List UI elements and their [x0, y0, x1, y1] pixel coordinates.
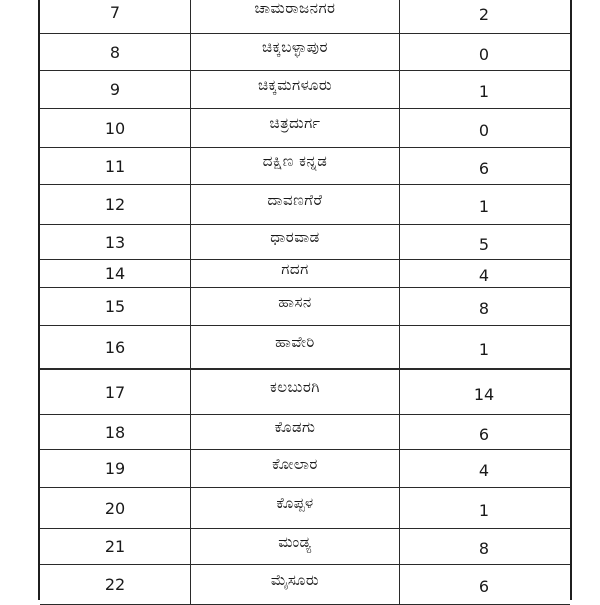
- row-number: 8: [109, 42, 121, 62]
- table-row: [40, 225, 570, 260]
- table-row: [40, 450, 570, 488]
- row-number: 15: [104, 297, 126, 316]
- table-row: [40, 326, 570, 370]
- row-number: 18: [104, 422, 126, 442]
- count-value: 0: [478, 120, 490, 140]
- row-number: 10: [104, 118, 126, 138]
- table-row: [40, 109, 570, 148]
- count-value: 8: [478, 299, 490, 318]
- table-row: [40, 148, 570, 185]
- row-number: 12: [104, 195, 126, 214]
- row-number: 9: [109, 80, 121, 99]
- table-row: [40, 488, 570, 529]
- district-name: ಗದಗ: [190, 260, 400, 287]
- district-name: ಕಲಬುರಗಿ: [190, 370, 400, 414]
- table-row: [40, 415, 570, 450]
- district-name: ದಕ್ಷಿಣ ಕನ್ನಡ: [190, 148, 400, 184]
- row-number: 20: [104, 498, 126, 518]
- district-name: ಮೈಸೂರು: [190, 565, 400, 604]
- table-row: [40, 185, 570, 225]
- count-value: 6: [478, 577, 490, 596]
- row-number: 13: [104, 232, 126, 252]
- table-row: [40, 260, 570, 288]
- count-value: 0: [478, 44, 490, 64]
- table-row: [40, 370, 570, 415]
- table-row: [40, 71, 570, 109]
- district-name: ಚಿಕ್ಕಬಳ್ಳಾಪುರ: [190, 34, 400, 70]
- table-row: [40, 34, 570, 71]
- district-table: [38, 0, 572, 600]
- district-name: ಮಂಡ್ಯ: [190, 529, 400, 564]
- count-value: 2: [478, 5, 490, 24]
- row-number: 16: [104, 337, 126, 357]
- row-number: 14: [104, 264, 126, 283]
- count-value: 1: [478, 82, 490, 101]
- count-value: 4: [478, 266, 490, 285]
- district-name: ಚಾಮರಾಜನಗರ: [190, 0, 400, 33]
- count-value: 1: [478, 339, 490, 359]
- table-row: [40, 529, 570, 565]
- district-name: ಕೊಡಗು: [190, 415, 400, 449]
- row-number: 17: [104, 382, 126, 402]
- count-value: 8: [478, 539, 490, 558]
- row-number: 21: [104, 537, 126, 556]
- table-row: [40, 565, 570, 605]
- count-value: 6: [478, 158, 490, 178]
- district-name: ಕೊಪ್ಪಳ: [190, 488, 400, 528]
- count-value: 5: [478, 234, 490, 254]
- row-number: 22: [104, 575, 126, 594]
- district-name: ಚಿಕ್ಕಮಗಳೂರು: [190, 71, 400, 108]
- district-name: ಕೋಲಾರ: [190, 450, 400, 487]
- district-name: ಹಾಸನ: [190, 288, 400, 325]
- district-name: ಚಿತ್ರದುರ್ಗ: [190, 109, 400, 147]
- row-number: 11: [104, 156, 126, 176]
- table-row: [40, 0, 570, 34]
- table-row: [40, 288, 570, 326]
- row-number: 19: [104, 459, 126, 478]
- row-number: 7: [109, 3, 121, 22]
- count-value: 4: [478, 461, 490, 480]
- count-value: 6: [478, 424, 490, 444]
- district-name: ಧಾರವಾಡ: [190, 225, 400, 259]
- district-name: ಹಾವೇರಿ: [190, 326, 400, 368]
- district-name: ದಾವಣಗೆರೆ: [190, 185, 400, 224]
- count-value: 1: [478, 197, 490, 216]
- count-value: 14: [473, 384, 495, 404]
- count-value: 1: [478, 500, 490, 520]
